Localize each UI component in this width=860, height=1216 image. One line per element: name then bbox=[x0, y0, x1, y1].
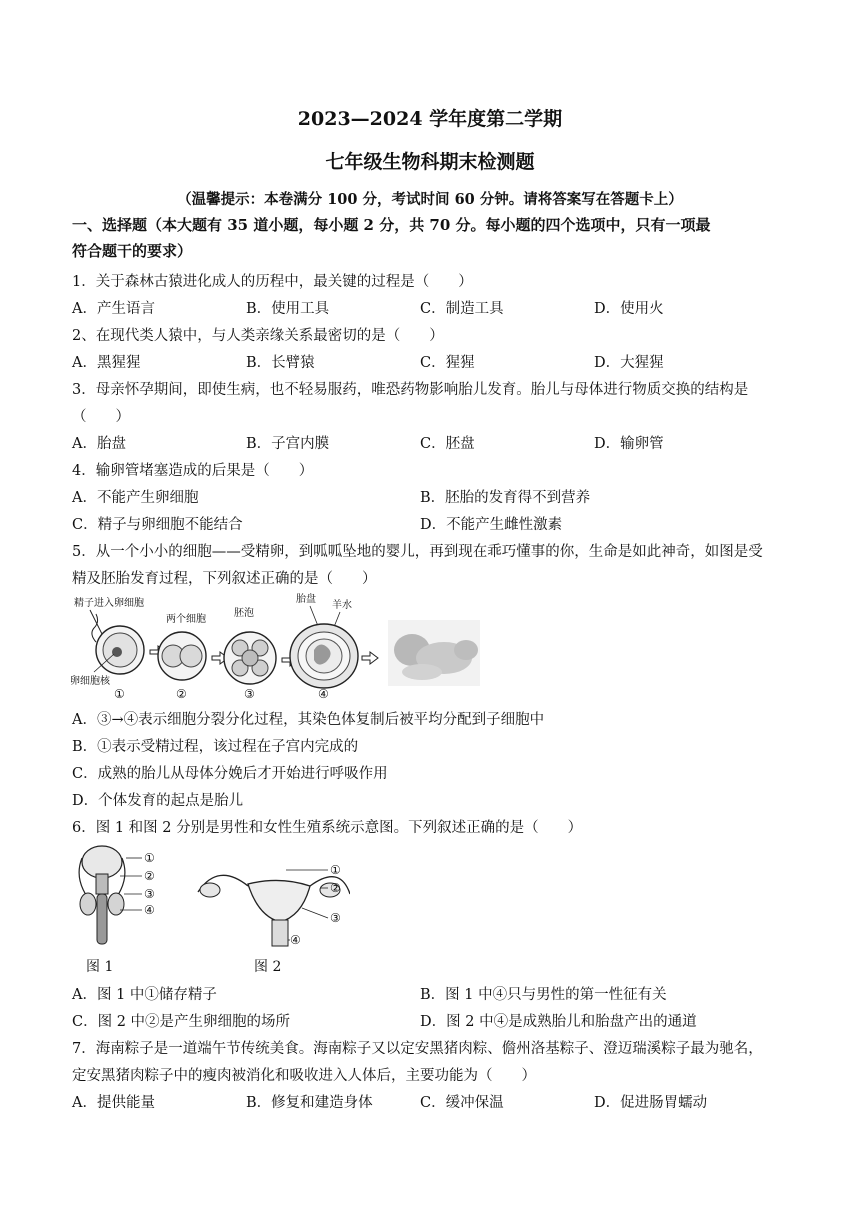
exam-title-subject: 七年级生物科期末检测题 bbox=[325, 151, 535, 173]
q5-option-d: D．个体发育的起点是胎儿 bbox=[72, 793, 244, 809]
q6-option-d: D．图 2 中④是成熟胎儿和胎盘产出的通道 bbox=[420, 1014, 697, 1030]
q7-stem-line1: 7．海南粽子是一道端午节传统美食。海南粽子又以定安黑猪肉粽、儋州洛基粽子、澄迈瑞溪粽子最为驰名， bbox=[72, 1041, 763, 1057]
stage-3-number: ③ bbox=[244, 687, 255, 701]
q4-option-a: A．不能产生卵细胞 bbox=[72, 490, 199, 506]
q2-option-c: C．猩猩 bbox=[420, 355, 475, 371]
q4-option-d: D．不能产生雌性激素 bbox=[420, 517, 563, 533]
q5-stem-line1: 5．从一个小小的细胞——受精卵，到呱呱坠地的婴儿，再到现在乖巧懂事的你，生命是如此神奇，如图是受 bbox=[72, 544, 763, 560]
q3-option-a: A．胎盘 bbox=[72, 436, 126, 452]
q4-stem: 4．输卵管堵塞造成的后果是（ ） bbox=[72, 463, 314, 479]
embryo-development-figure bbox=[70, 592, 490, 702]
q3-stem-line2: （ ） bbox=[72, 409, 130, 425]
q7-option-d: D．促进肠胃蠕动 bbox=[594, 1095, 708, 1111]
q1-option-d: D．使用火 bbox=[594, 301, 664, 317]
q2-option-d: D．大猩猩 bbox=[594, 355, 664, 371]
q1-option-b: B．使用工具 bbox=[246, 301, 330, 317]
stage-2-number: ② bbox=[176, 687, 187, 701]
q7-option-b: B．修复和建造身体 bbox=[246, 1095, 373, 1111]
female-reproductive-figure bbox=[190, 858, 350, 950]
female-label-4: ④ bbox=[290, 933, 301, 947]
fig2-caption: 图 2 bbox=[254, 959, 282, 975]
q2-option-b: B．长臂猿 bbox=[246, 355, 315, 371]
label-blastocyst: 胚泡 bbox=[234, 608, 254, 619]
q7-option-c: C．缓冲保温 bbox=[420, 1095, 504, 1111]
q3-option-c: C．胚盘 bbox=[420, 436, 475, 452]
section-heading bbox=[72, 212, 792, 264]
q6-option-a: A．图 1 中①储存精子 bbox=[72, 987, 217, 1003]
q7-option-a: A．提供能量 bbox=[72, 1095, 155, 1111]
q7-stem-line2: 定安黑猪肉粽子中的瘦肉被消化和吸收进入人体后，主要功能为（ ） bbox=[72, 1068, 536, 1084]
female-label-3: ③ bbox=[330, 911, 341, 925]
q3-option-b: B．子宫内膜 bbox=[246, 436, 330, 452]
q6-option-c: C．图 2 中②是产生卵细胞的场所 bbox=[72, 1014, 291, 1030]
q6-stem: 6．图 1 和图 2 分别是男性和女性生殖系统示意图。下列叙述正确的是（ ） bbox=[72, 820, 583, 836]
label-egg-nucleus: 卵细胞核 bbox=[70, 676, 110, 687]
label-sperm-enter: 精子进入卵细胞 bbox=[74, 598, 144, 609]
label-two-cells: 两个细胞 bbox=[166, 614, 206, 625]
q3-stem-line1: 3．母亲怀孕期间，即使生病，也不轻易服药，唯恐药物影响胎儿发育。胎儿与母体进行物质交换的结构是 bbox=[72, 382, 749, 398]
label-placenta: 胎盘 bbox=[296, 594, 316, 605]
male-label-2: ② bbox=[144, 869, 155, 883]
male-reproductive-figure bbox=[70, 840, 170, 952]
female-label-2: ② bbox=[330, 881, 341, 895]
female-label-1: ① bbox=[330, 863, 341, 877]
q6-option-b: B．图 1 中④只与男性的第一性征有关 bbox=[420, 987, 667, 1003]
q1-option-c: C．制造工具 bbox=[420, 301, 504, 317]
q4-option-b: B．胚胎的发育得不到营养 bbox=[420, 490, 591, 506]
q3-option-d: D．输卵管 bbox=[594, 436, 664, 452]
q5-option-c: C．成熟的胎儿从母体分娩后才开始进行呼吸作用 bbox=[72, 766, 388, 782]
exam-title-year: 2023—2024 学年度第二学期 bbox=[297, 108, 563, 130]
fig1-caption: 图 1 bbox=[86, 959, 114, 975]
section-heading-line1: 一、选择题（本大题有 35 道小题，每小题 2 分，共 70 分。每小题的四个选项中，只有一项最 bbox=[72, 216, 711, 234]
male-label-4: ④ bbox=[144, 903, 155, 917]
stage-4-number: ④ bbox=[318, 687, 329, 701]
q1-stem: 1．关于森林古猿进化成人的历程中，最关键的过程是（ ） bbox=[72, 274, 473, 290]
q5-option-a: A．③→④表示细胞分裂分化过程，其染色体复制后被平均分配到子细胞中 bbox=[72, 712, 545, 728]
q1-option-a: A．产生语言 bbox=[72, 301, 155, 317]
male-label-3: ③ bbox=[144, 887, 155, 901]
q5-option-b: B．①表示受精过程，该过程在子宫内完成的 bbox=[72, 739, 359, 755]
section-heading-line2: 符合题干的要求） bbox=[72, 242, 193, 260]
q5-stem-line2: 精及胚胎发育过程，下列叙述正确的是（ ） bbox=[72, 571, 377, 587]
male-label-1: ① bbox=[144, 851, 155, 865]
stage-1-number: ① bbox=[114, 687, 125, 701]
label-amniotic: 羊水 bbox=[332, 600, 352, 611]
q2-stem: 2、在现代类人猿中，与人类亲缘关系最密切的是（ ） bbox=[72, 328, 444, 344]
exam-tip: （温馨提示：本卷满分 100 分，考试时间 60 分钟。请将答案写在答题卡上） bbox=[177, 191, 683, 208]
q4-option-c: C．精子与卵细胞不能结合 bbox=[72, 517, 243, 533]
q2-option-a: A．黑猩猩 bbox=[72, 355, 141, 371]
